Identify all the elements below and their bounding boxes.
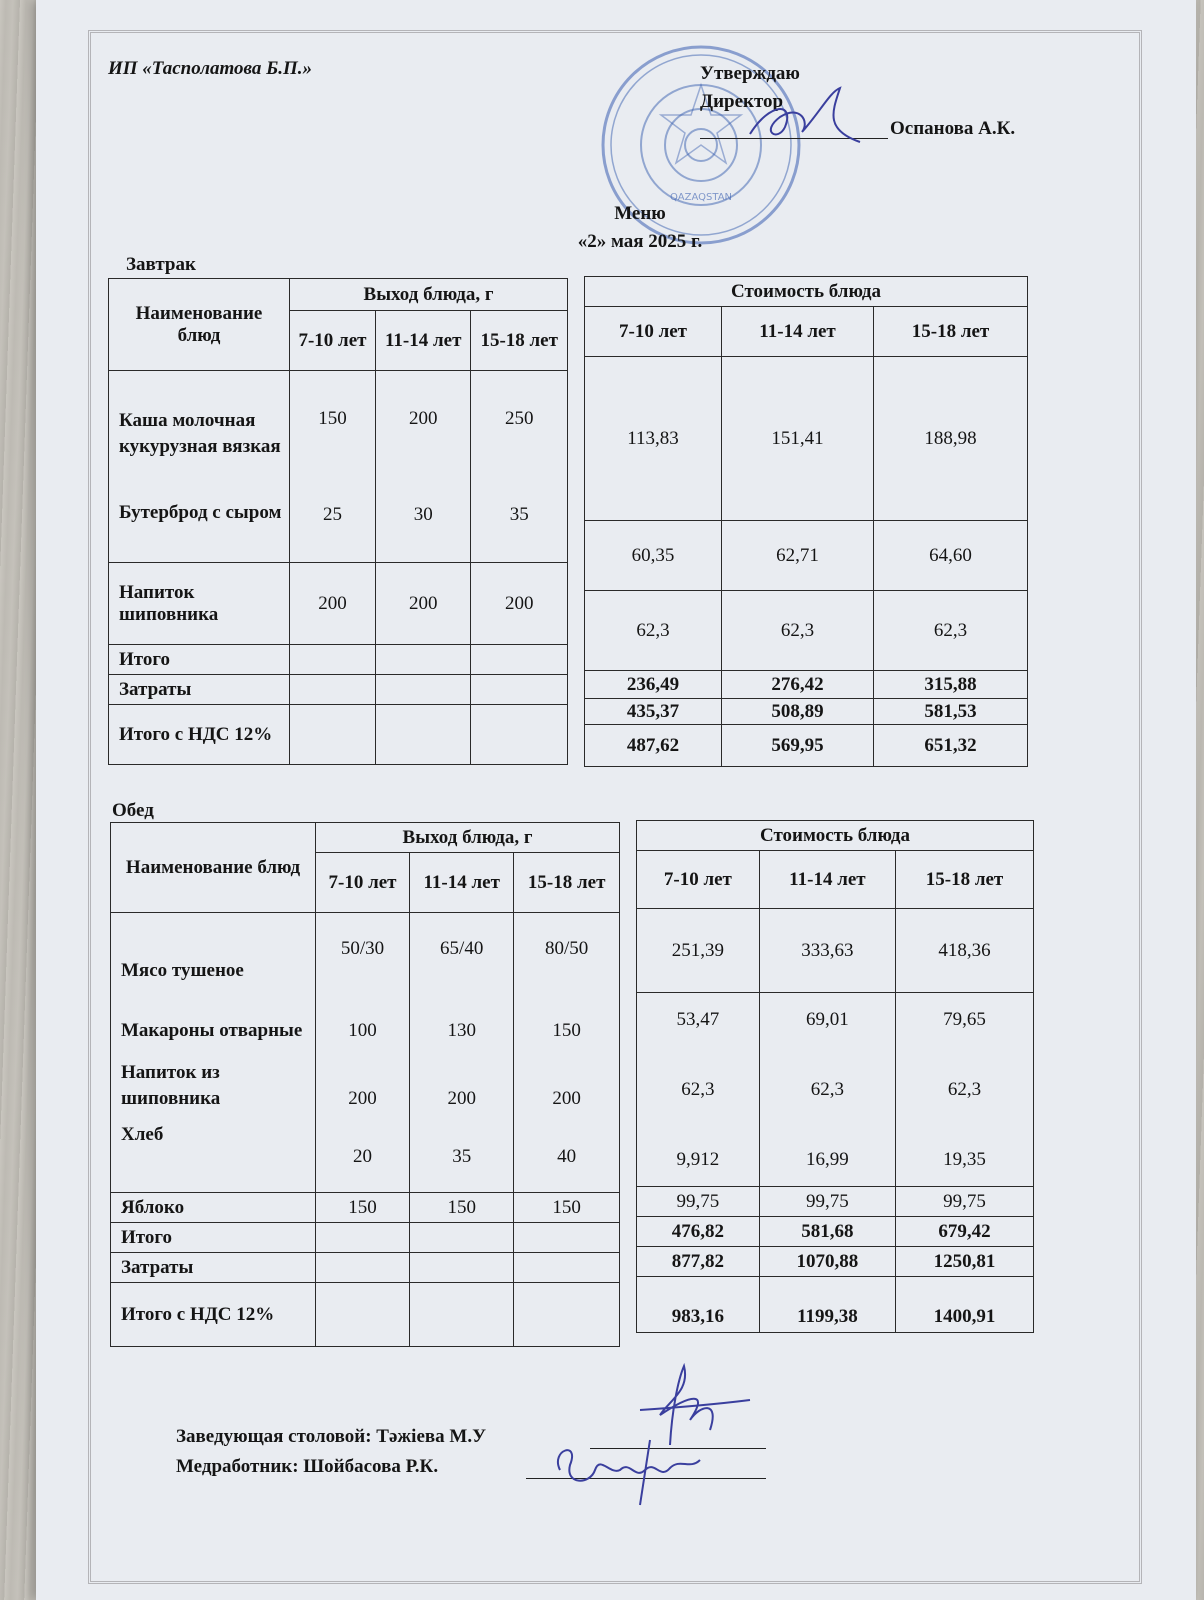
yield-cell: [316, 913, 410, 1193]
age-header: 15-18 лет: [874, 307, 1028, 357]
cost-value: 151,41: [722, 357, 874, 521]
cost-value: 60,35: [585, 521, 722, 591]
yield-cell: [514, 913, 620, 1193]
cost-value: 64,60: [874, 521, 1028, 591]
canteen-head: Заведующая столовой: Тәжіева М.У: [176, 1426, 487, 1447]
dish-name: Яблоко: [111, 1193, 316, 1223]
cost-value: 62,3: [722, 591, 874, 671]
yield-value: 150: [552, 1019, 581, 1041]
yield-value: 150: [410, 1193, 514, 1223]
age-header: 15-18 лет: [896, 851, 1034, 909]
lunch-cost-table: [636, 820, 1034, 1333]
yield-cell: [290, 371, 376, 563]
total-cost: 476,82: [637, 1217, 760, 1247]
yield-value: 150: [514, 1193, 620, 1223]
cost-value: 99,75: [637, 1187, 760, 1217]
director-signature-line: [700, 138, 888, 139]
cost-value: 62,71: [722, 521, 874, 591]
cost-value: 53,47: [676, 1008, 720, 1030]
yield-value: 250: [504, 407, 534, 429]
yield-value: 200: [552, 1087, 581, 1109]
total-cost: 236,49: [585, 671, 722, 699]
cost-value: 79,65: [943, 1008, 986, 1030]
yield-value: 200: [408, 407, 438, 429]
total-label: Итого с НДС 12%: [109, 705, 290, 765]
menu-label: Меню: [614, 203, 666, 224]
total-label: Итого с НДС 12%: [111, 1283, 316, 1347]
cost-value: 16,99: [806, 1148, 849, 1170]
total-cost: 276,42: [722, 671, 874, 699]
menu-title: [470, 200, 810, 256]
cost-cell: [759, 993, 895, 1187]
total-cost: 435,37: [585, 699, 722, 725]
cost-value: 188,98: [874, 357, 1028, 521]
yield-value: 100: [348, 1019, 377, 1041]
total-cost: 651,32: [874, 725, 1028, 767]
age-header: 7-10 лет: [637, 851, 760, 909]
age-header: 11-14 лет: [410, 853, 514, 913]
cost-value: 418,36: [896, 909, 1034, 993]
lunch-title: Обед: [112, 800, 154, 821]
total-cost: 1400,91: [896, 1277, 1034, 1333]
age-header: 7-10 лет: [290, 311, 376, 371]
column-header-yield: Выход блюда, г: [290, 279, 568, 311]
med-worker-signature-line: [526, 1478, 766, 1479]
breakfast-yield-table: [108, 278, 568, 765]
dish-name: Макароны отварные: [121, 1019, 303, 1041]
total-cost: 581,68: [759, 1217, 895, 1247]
yield-value: 200: [290, 563, 376, 645]
approve-role: Директор: [700, 91, 784, 112]
yield-value: 35: [452, 1145, 472, 1167]
yield-value: 50/30: [340, 937, 385, 959]
yield-cell: [471, 371, 568, 563]
cost-value: 62,3: [874, 591, 1028, 671]
breakfast-title: Завтрак: [126, 254, 196, 275]
total-label: Затраты: [109, 675, 290, 705]
yield-value: 200: [375, 563, 470, 645]
cost-value: 69,01: [806, 1008, 849, 1030]
canteen-head-signature-line: [590, 1448, 766, 1449]
yield-value: 150: [318, 407, 347, 429]
menu-date: «2» мая 2025 г.: [577, 231, 703, 252]
dish-name: Напиток из шиповника: [121, 1061, 221, 1109]
total-cost: 487,62: [585, 725, 722, 767]
column-header-yield: Выход блюда, г: [316, 823, 620, 853]
yield-cell: [375, 371, 470, 563]
total-cost: 877,82: [637, 1247, 760, 1277]
cost-value: 333,63: [759, 909, 895, 993]
total-cost: 1070,88: [759, 1247, 895, 1277]
column-header-name: Наименование блюд: [109, 279, 290, 371]
total-label: Итого: [111, 1223, 316, 1253]
cost-value: 9,912: [676, 1148, 720, 1170]
age-header: 11-14 лет: [375, 311, 470, 371]
dish-name: Хлеб: [121, 1123, 164, 1145]
yield-value: 35: [509, 503, 529, 525]
dish-name: Мясо тушеное: [121, 959, 244, 981]
total-cost: 983,16: [637, 1277, 760, 1333]
total-label: Итого: [109, 645, 290, 675]
total-cost: 679,42: [896, 1217, 1034, 1247]
yield-value: 130: [447, 1019, 476, 1041]
total-cost: 1250,81: [896, 1247, 1034, 1277]
column-header-cost: Стоимость блюда: [637, 821, 1034, 851]
age-header: 15-18 лет: [471, 311, 568, 371]
age-header: 15-18 лет: [514, 853, 620, 913]
dish-names: [109, 371, 290, 563]
breakfast-cost-table: [584, 276, 1028, 767]
yield-value: 200: [447, 1087, 476, 1109]
approve-label: Утверждаю: [700, 63, 800, 84]
dish-name: Напиток шиповника: [109, 563, 290, 645]
yield-value: 200: [348, 1087, 377, 1109]
company-name: ИП «Тасполатова Б.П.»: [108, 58, 312, 79]
cost-value: 62,3: [681, 1078, 715, 1100]
total-cost: 1199,38: [759, 1277, 895, 1333]
yield-value: 200: [471, 563, 568, 645]
total-cost: 569,95: [722, 725, 874, 767]
column-header-cost: Стоимость блюда: [585, 277, 1028, 307]
cost-value: 99,75: [896, 1187, 1034, 1217]
column-header-name: Наименование блюд: [111, 823, 316, 913]
cost-value: 251,39: [637, 909, 760, 993]
yield-value: 80/50: [545, 937, 589, 959]
cost-value: 62,3: [585, 591, 722, 671]
total-cost: 581,53: [874, 699, 1028, 725]
lunch-yield-table: [110, 822, 620, 1347]
age-header: 11-14 лет: [759, 851, 895, 909]
age-header: 11-14 лет: [722, 307, 874, 357]
cost-value: 62,3: [810, 1078, 845, 1100]
yield-value: 30: [413, 503, 433, 525]
yield-value: 25: [322, 503, 342, 525]
cost-cell: [637, 993, 760, 1187]
approval-block: [700, 60, 800, 116]
total-cost: 508,89: [722, 699, 874, 725]
dish-name: Каша молочная кукурузная вязкая: [119, 409, 281, 457]
yield-value: 150: [316, 1193, 410, 1223]
director-name: Оспанова А.К.: [890, 118, 1016, 139]
cost-value: 99,75: [759, 1187, 895, 1217]
yield-value: 65/40: [440, 937, 484, 959]
med-worker: Медработник: Шойбасова Р.К.: [176, 1456, 439, 1477]
dish-names: [111, 913, 316, 1193]
total-cost: 315,88: [874, 671, 1028, 699]
yield-value: 40: [557, 1145, 577, 1167]
yield-cell: [410, 913, 514, 1193]
age-header: 7-10 лет: [316, 853, 410, 913]
cost-value: 62,3: [947, 1078, 982, 1100]
total-label: Затраты: [111, 1253, 316, 1283]
cost-value: 19,35: [943, 1148, 986, 1170]
dish-name: Бутерброд с сыром: [119, 501, 282, 523]
stamp-text: QAZAQSTAN: [669, 192, 733, 203]
decorative-border: [88, 30, 1142, 1584]
age-header: 7-10 лет: [585, 307, 722, 357]
cost-value: 113,83: [585, 357, 722, 521]
cost-cell: [896, 993, 1034, 1187]
yield-value: 20: [353, 1145, 372, 1167]
